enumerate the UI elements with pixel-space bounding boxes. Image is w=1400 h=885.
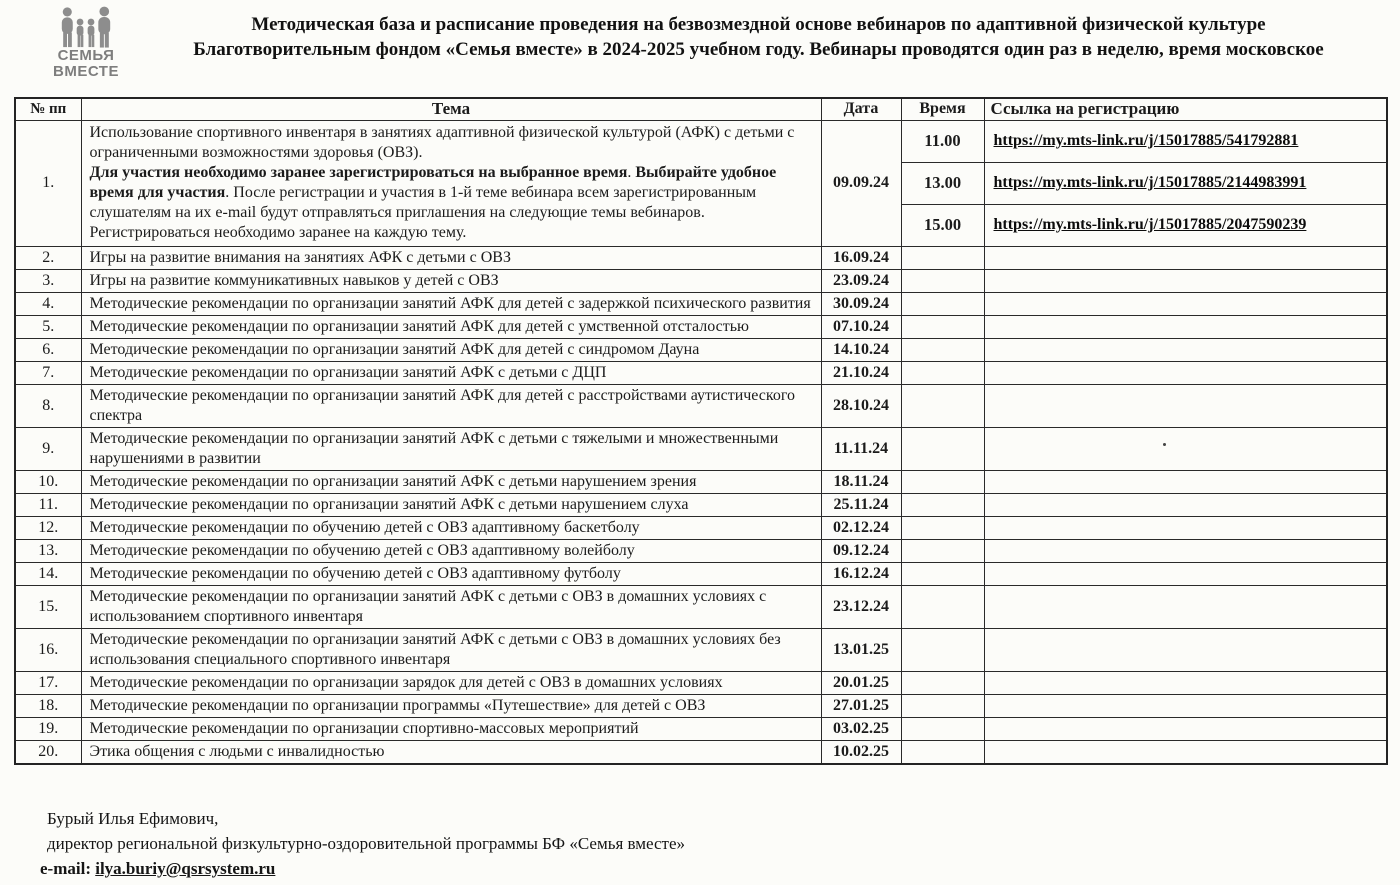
row-topic: Методические рекомендации по организации зарядок для детей с ОВЗ в домашних условиях [81,671,821,694]
row-topic: Методические рекомендации по организации занятий АФК с детьми нарушением слуха [81,493,821,516]
table-row [15,493,1387,516]
row-link-empty [984,246,1387,269]
email-label: e-mail: [40,859,96,878]
row-link-empty [984,361,1387,384]
table-row [15,315,1387,338]
row-number: 2. [15,246,81,269]
session-link [984,120,1387,162]
row-number: 7. [15,361,81,384]
row-topic: Методические рекомендации по организации занятий АФК с детьми с ДЦП [81,361,821,384]
row-date: 30.09.24 [821,292,901,315]
row-date: 21.10.24 [821,361,901,384]
table-row [15,539,1387,562]
row-link-empty [984,427,1387,470]
row-topic: Игры на развитие коммуникативных навыков у детей с ОВЗ [81,269,821,292]
row-link-empty [984,717,1387,740]
row-number: 10. [15,470,81,493]
scan-artifact-dot [1163,443,1166,446]
row-link-empty [984,493,1387,516]
row-topic [81,120,821,246]
row-time-empty [901,562,984,585]
row-topic: Методические рекомендации по организации занятий АФК для детей с умственной отсталостью [81,315,821,338]
table-row [15,628,1387,671]
table-row [15,361,1387,384]
document-title [145,12,1372,62]
registration-url: https://my.mts-link.ru/j/15017885/2144983991 [993,174,1307,191]
row-time-empty [901,585,984,628]
session-link [984,162,1387,204]
row-date: 16.09.24 [821,246,901,269]
document-title-line1: Методическая база и расписание проведения на безвозмездной основе вебинаров по адаптивной физической культуре [251,14,1266,35]
row-link-empty [984,315,1387,338]
row-topic: Этика общения с людьми с инвалидностью [81,740,821,764]
row-time-empty [901,740,984,764]
row-topic: Методические рекомендации по организации занятий АФК с детьми с ОВЗ в домашних условиях без использования специального спортивного инвентаря [81,628,821,671]
row-link-empty [984,628,1387,671]
row-topic: Методические рекомендации по обучению детей с ОВЗ адаптивному футболу [81,562,821,585]
logo-name-line2: ВМЕСТЕ [53,63,119,80]
header-link: Ссылка на регистрацию [984,98,1387,120]
row-link-empty [984,269,1387,292]
row-time-empty [901,717,984,740]
row-time-empty [901,628,984,671]
row-time-empty [901,338,984,361]
row-topic: Методические рекомендации по организации занятий АФК для детей с задержкой психического развития [81,292,821,315]
row-number: 20. [15,740,81,764]
registration-url: https://my.mts-link.ru/j/15017885/2047590239 [993,216,1307,233]
table-row [15,292,1387,315]
logo-name-line1: СЕМЬЯ [57,47,115,64]
row-date: 14.10.24 [821,338,901,361]
table-row [15,470,1387,493]
row-date: 13.01.25 [821,628,901,671]
row-number: 4. [15,292,81,315]
table-row [15,246,1387,269]
row-date: 09.09.24 [821,120,901,246]
row-link-empty [984,539,1387,562]
row-number: 13. [15,539,81,562]
charity-logo [40,6,132,80]
row-link-empty [984,292,1387,315]
family-icon [40,6,132,48]
table-row-1 [15,120,1387,162]
header-topic: Тема [81,98,821,120]
row-time-empty [901,671,984,694]
document-title-line2: Благотворительным фондом «Семья вместе» в 2024-2025 учебном году. Вебинары проводятся один раз в неделю, время московское [193,39,1324,60]
registration-url: https://my.mts-link.ru/j/15017885/541792881 [993,132,1299,149]
row-time-empty [901,269,984,292]
row-topic: Методические рекомендации по организации спортивно-массовых мероприятий [81,717,821,740]
table-row [15,694,1387,717]
row-topic: Методические рекомендации по организации занятий АФК с детьми с ОВЗ в домашних условиях с использованием спортивного инвентаря [81,585,821,628]
row-link-empty [984,694,1387,717]
row-topic: Игры на развитие внимания на занятиях АФК с детьми с ОВЗ [81,246,821,269]
table-row [15,562,1387,585]
row-topic: Методические рекомендации по организации занятий АФК для детей с расстройствами аутистического спектра [81,384,821,427]
row-date: 18.11.24 [821,470,901,493]
row-date: 25.11.24 [821,493,901,516]
table-row [15,585,1387,628]
email-address: ilya.buriy@qsrsystem.ru [95,859,276,878]
row-number: 6. [15,338,81,361]
row-time-empty [901,246,984,269]
row-time-empty [901,539,984,562]
table-header-row [15,98,1387,120]
session-time: 13.00 [901,162,984,204]
row-date: 03.02.25 [821,717,901,740]
table-row [15,384,1387,427]
row-time-empty [901,292,984,315]
row-link-empty [984,740,1387,764]
row-date: 10.02.25 [821,740,901,764]
row-link-empty [984,562,1387,585]
row-number: 8. [15,384,81,427]
header-num: № пп [15,98,81,120]
row-date: 23.09.24 [821,269,901,292]
table-row [15,740,1387,764]
table-row [15,427,1387,470]
row-date: 16.12.24 [821,562,901,585]
row-topic: Методические рекомендации по обучению детей с ОВЗ адаптивному волейболу [81,539,821,562]
row-time-empty [901,516,984,539]
row-time-empty [901,384,984,427]
session-time: 15.00 [901,204,984,246]
row-link-empty [984,585,1387,628]
row-number: 19. [15,717,81,740]
signature-position: директор региональной физкультурно-оздоровительной программы БФ «Семья вместе» [47,834,686,853]
row-number: 9. [15,427,81,470]
row-link-empty [984,384,1387,427]
row-number: 1. [15,120,81,246]
row-topic: Методические рекомендации по организации занятий АФК с детьми нарушением зрения [81,470,821,493]
row-date: 02.12.24 [821,516,901,539]
row-number: 5. [15,315,81,338]
row-link-empty [984,516,1387,539]
table-row [15,516,1387,539]
table-row [15,269,1387,292]
row-number: 11. [15,493,81,516]
header-time: Время [901,98,984,120]
table-row [15,717,1387,740]
session-time: 11.00 [901,120,984,162]
session-link [984,204,1387,246]
row-time-empty [901,427,984,470]
row-topic: Методические рекомендации по организации занятий АФК с детьми с тяжелыми и множественными нарушениями в развитии [81,427,821,470]
signature-email-line [40,856,685,881]
row-time-empty [901,493,984,516]
webinar-schedule-table [14,97,1388,765]
row-topic: Методические рекомендации по организации программы «Путешествие» для детей с ОВЗ [81,694,821,717]
row-number: 14. [15,562,81,585]
table-row [15,338,1387,361]
row-time-empty [901,361,984,384]
row-link-empty [984,671,1387,694]
row-time-empty [901,470,984,493]
schedule-table-body [15,120,1387,764]
row-date: 09.12.24 [821,539,901,562]
row-link-empty [984,338,1387,361]
row-date: 23.12.24 [821,585,901,628]
row-number: 15. [15,585,81,628]
row-date: 28.10.24 [821,384,901,427]
row-time-empty [901,315,984,338]
row-time-empty [901,694,984,717]
row-number: 3. [15,269,81,292]
row-topic: Методические рекомендации по организации занятий АФК для детей с синдромом Дауна [81,338,821,361]
table-row [15,671,1387,694]
row-number: 16. [15,628,81,671]
row-number: 18. [15,694,81,717]
row-date: 20.01.25 [821,671,901,694]
signature-name: Бурый Илья Ефимович, [47,809,219,828]
header-date: Дата [821,98,901,120]
row-date: 07.10.24 [821,315,901,338]
signature-block [40,806,685,881]
row-link-empty [984,470,1387,493]
row-number: 12. [15,516,81,539]
row-number: 17. [15,671,81,694]
row1-topic-details: Для участия необходимо заранее зарегистрироваться на выбранное время. Выбирайте удобное время для участия. После регистрации и участия в 1-й теме вебинара всем зарегистрированным слушателям на их e-mail будут отправляться приглашения на следующие темы вебинаров. Регистрироваться необходимо заранее на каждую тему. [89,164,777,241]
row-date: 11.11.24 [821,427,901,470]
row-date: 27.01.25 [821,694,901,717]
row1-topic-intro: Использование спортивного инвентаря в занятиях адаптивной физической культурой (АФК) с детьми с ограниченными возможностями здоровья (ОВЗ). [89,124,795,161]
row-topic: Методические рекомендации по обучению детей с ОВЗ адаптивному баскетболу [81,516,821,539]
